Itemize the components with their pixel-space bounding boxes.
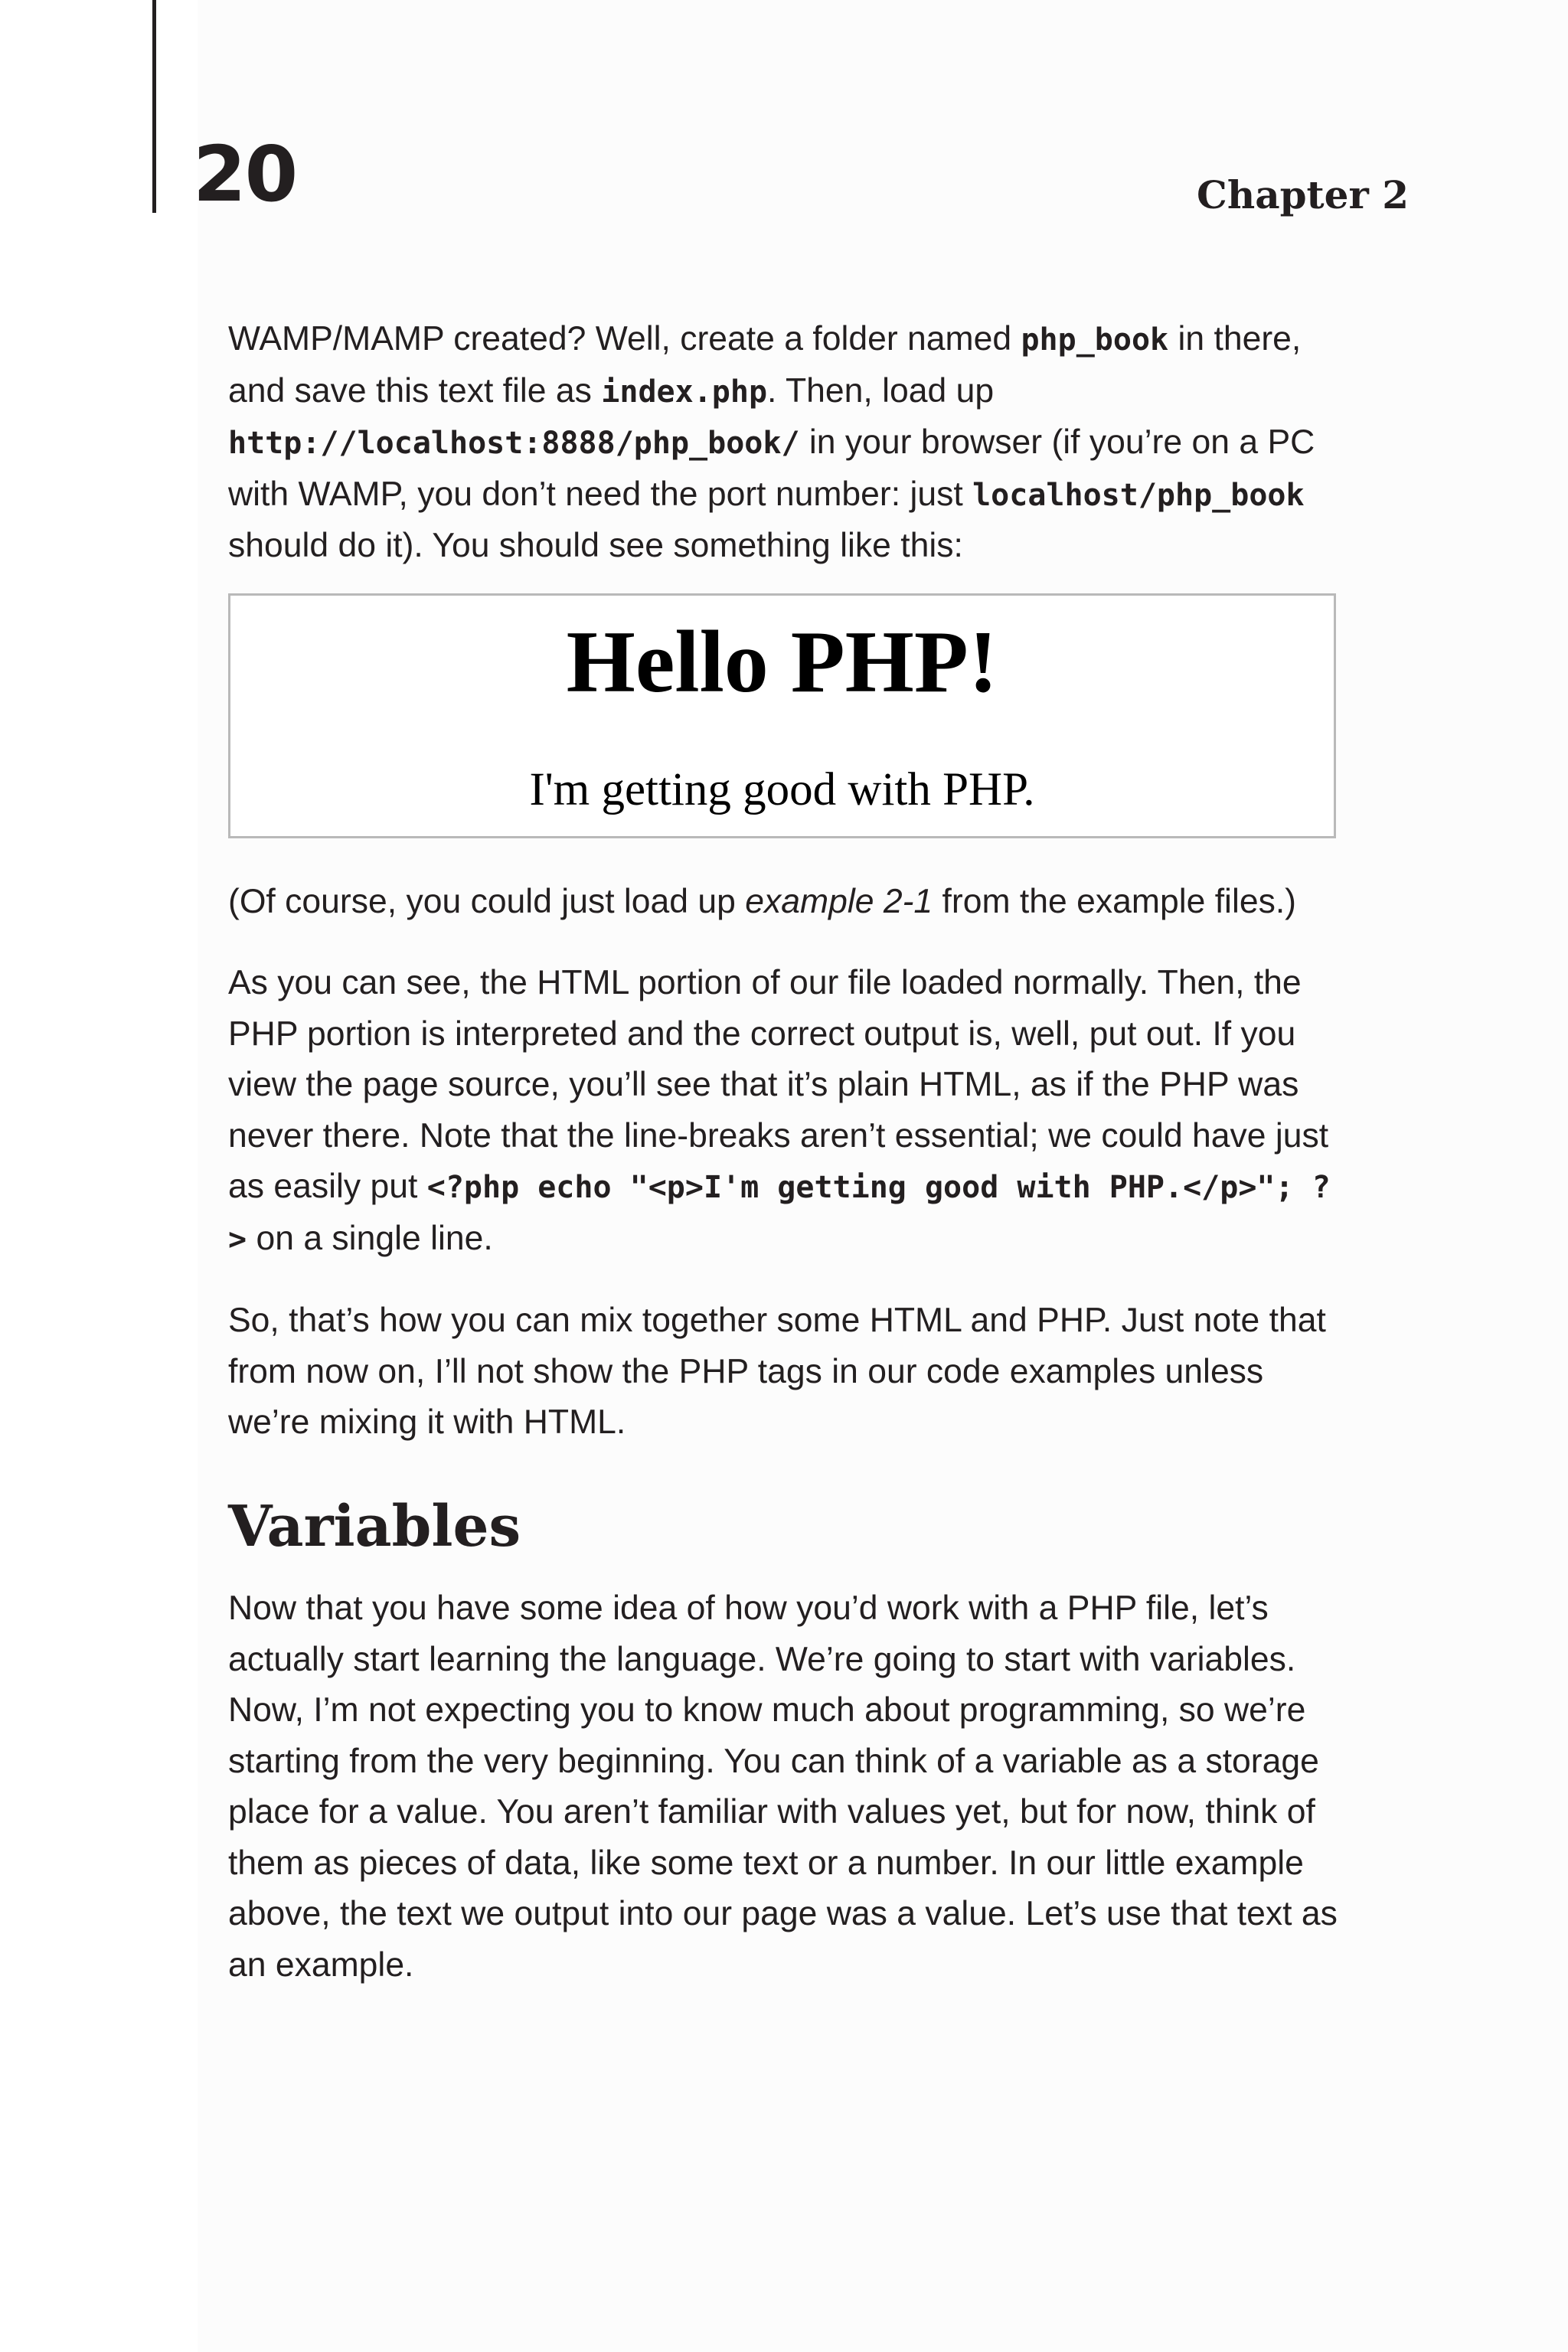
paragraph-example-note [228, 877, 1342, 928]
inline-code-url: http://localhost:8888/php_book/ [228, 426, 800, 461]
paragraph-explanation [228, 958, 1342, 1265]
screenshot-heading: Hello PHP! [566, 612, 998, 711]
text-run: should do it). You should see something like this: [228, 527, 963, 564]
text-run: . Then, load up [767, 371, 995, 410]
text-run: WAMP/MAMP created? Well, create a folder named [228, 320, 1021, 358]
example-reference: example 2-1 [745, 882, 933, 920]
text-run: in your browser (if you’re on a PC with WAMP, you don’t need the port number: just [228, 423, 1315, 513]
inline-code-folder: php_book [1021, 322, 1169, 358]
inline-code-echo: <?php echo "<p>I'm getting good with PHP.</p>"; ?> [228, 1170, 1331, 1257]
chapter-label: Chapter 2 [1197, 172, 1409, 217]
paragraph-summary: So, that’s how you can mix together some HTML and PHP. Just note that from now on, I’ll not show the PHP tags in our code examples unless we’re mixing it with HTML. [228, 1302, 1326, 1441]
screenshot-paragraph: I'm getting good with PHP. [529, 763, 1035, 815]
paragraph-intro [228, 314, 1342, 572]
paragraph-variables-intro: Now that you have some idea of how you’d work with a PHP file, let’s actually start learning the language. We’re going to start with variables. Now, I’m not expecting you to know much about programming, so we’re starting from the very beginning. You can think of a variable as a storage place for a value. You aren’t familiar with values yet, but for now, think of them as pieces of data, like some text or a number. In our little example above, the text we output into our page was a value. Let’s use that text as an example. [228, 1589, 1338, 1984]
text-run: (Of course, you could just load up [228, 882, 746, 920]
inline-code-localhost: localhost/php_book [972, 477, 1305, 513]
inline-code-filename: index.php [601, 374, 768, 410]
text-run: in there, and save this text file as [228, 320, 1302, 410]
browser-output-screenshot [228, 593, 1336, 838]
margin-rule [152, 0, 156, 213]
section-heading-variables: Variables [228, 1493, 521, 1560]
text-run: on a single line. [247, 1219, 493, 1257]
page-body [228, 314, 1342, 1991]
text-run: from the example files.) [933, 882, 1297, 920]
text-run: As you can see, the HTML portion of our file loaded normally. Then, the PHP portion is interpreted and the correct output is, well, put out. If you view the page source, you’ll see that it’s plain HTML, as if the PHP was never there. Note that the line-breaks aren’t essential; we could have just as easily put [228, 964, 1329, 1205]
page-number: 20 [193, 129, 297, 219]
